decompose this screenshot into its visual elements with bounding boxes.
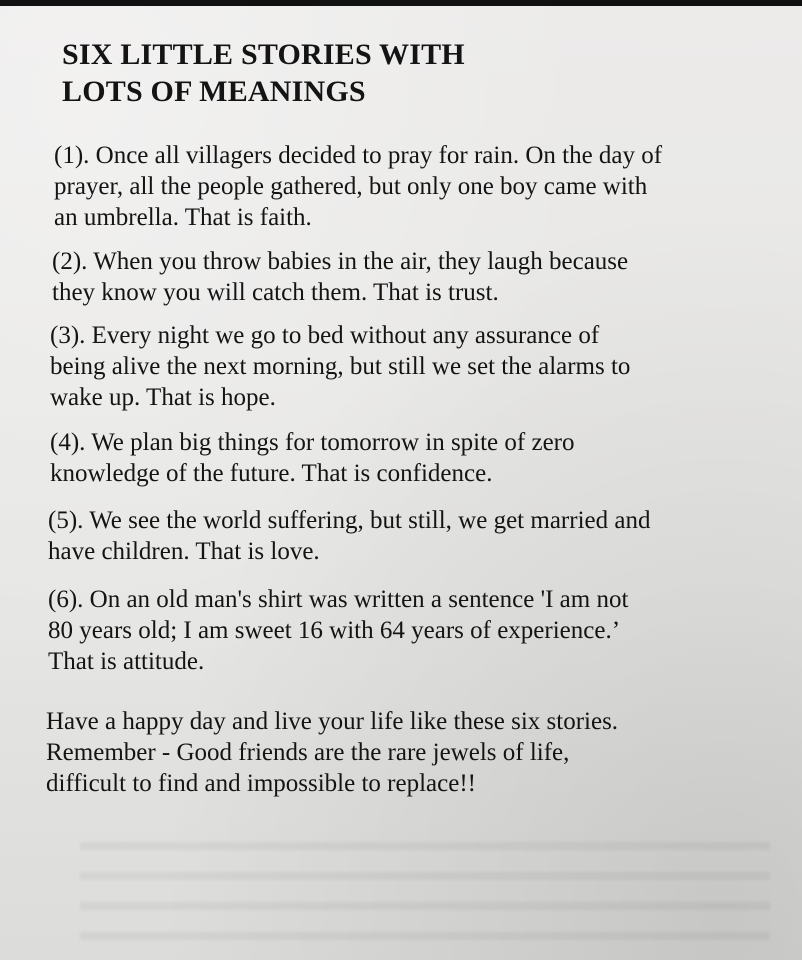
story-line: have children. That is love. (48, 538, 320, 565)
story-3 (50, 320, 630, 413)
story-line: (4). We plan big things for tomorrow in spite of zero (50, 429, 575, 456)
story-line: 80 years old; I am sweet 16 with 64 years of experience.’ (48, 617, 621, 644)
story-line: (2). When you throw babies in the air, they laugh because (52, 248, 629, 275)
story-6 (48, 584, 628, 677)
closing-paragraph (46, 706, 618, 799)
top-edge-shadow (0, 0, 802, 6)
story-line: (5). We see the world suffering, but still, we get married and (48, 507, 651, 534)
story-line: prayer, all the people gathered, but only one boy came with (54, 173, 648, 200)
story-line: (1). Once all villagers decided to pray for rain. On the day of (54, 142, 663, 169)
story-line: (3). Every night we go to bed without any assurance of (50, 322, 600, 349)
bleed-through-text (80, 820, 770, 950)
page-title (62, 36, 465, 110)
story-2 (52, 246, 628, 308)
title-line: LOTS OF MEANINGS (62, 75, 366, 108)
story-line: That is attitude. (48, 648, 205, 675)
story-line: being alive the next morning, but still we set the alarms to (50, 353, 631, 380)
story-line: wake up. That is hope. (50, 384, 276, 411)
closing-line: Remember - Good friends are the rare jewels of life, (46, 739, 570, 766)
story-line: an umbrella. That is faith. (54, 204, 312, 231)
title-line: SIX LITTLE STORIES WITH (62, 38, 465, 71)
story-4 (50, 427, 575, 489)
story-line: knowledge of the future. That is confidence. (50, 460, 493, 487)
story-line: they know you will catch them. That is trust. (52, 279, 499, 306)
story-line: (6). On an old man's shirt was written a sentence 'I am not (48, 586, 629, 613)
story-1 (54, 140, 662, 233)
story-5 (48, 505, 650, 567)
closing-line: Have a happy day and live your life like these six stories. (46, 708, 619, 735)
closing-line: difficult to find and impossible to replace!! (46, 770, 476, 797)
